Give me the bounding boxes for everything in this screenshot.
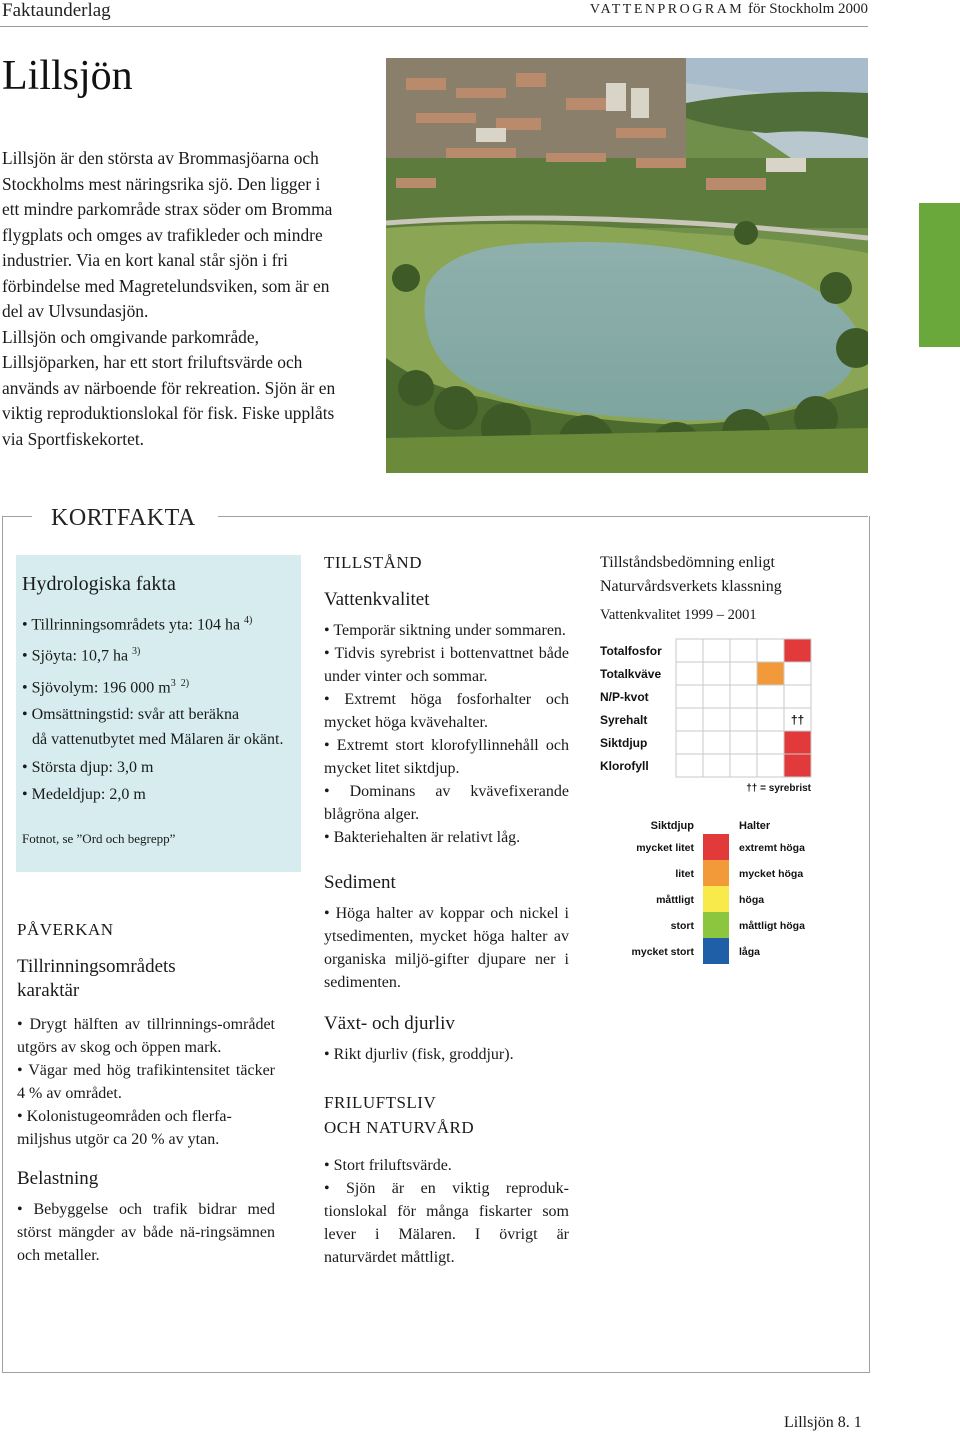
legend-left-label: litet <box>675 868 694 880</box>
grid-cell-filled <box>757 662 784 685</box>
grid-cell <box>730 731 757 754</box>
tillstand-section <box>324 551 569 1269</box>
classification-title: Tillståndsbedömning enligt Naturvårdsverkets klassning <box>600 554 782 595</box>
grid-cell <box>757 685 784 708</box>
grid-cell-filled <box>784 754 811 777</box>
paverkan-bullet: • Kolonistugeområden och flerfa-miljshus utgör ca 20 % av ytan. <box>17 1108 232 1148</box>
vattenkvalitet-heading: Vattenkvalitet <box>324 589 430 610</box>
lake-aerial-photo-illustration <box>386 58 868 473</box>
grid-cell <box>676 731 703 754</box>
marker-note: †† = syrebrist <box>746 783 811 794</box>
tillstand-bullet: • Extremt stort klorofyllinnehåll och mycket litet siktdjup. <box>324 737 569 777</box>
grid-row-label: Siktdjup <box>600 736 648 750</box>
program-year: för Stockholm 2000 <box>748 1 868 17</box>
sediment-heading: Sediment <box>324 872 396 893</box>
hydro-item: • Sjövolym: 196 000 $m^{3 2)}$ <box>22 677 190 696</box>
grid-cell <box>730 754 757 777</box>
legend-right-label: måttligt höga <box>739 920 805 932</box>
grid-cell <box>784 685 811 708</box>
tillstand-bullet: • Höga halter av koppar och nickel i ytsedimenten, mycket höga halter av organiska miljö-gifter djupare ner i sedimenten. <box>324 905 569 991</box>
hydro-item: • Sjöyta: 10,7 ha $^{3)}$ <box>22 646 141 665</box>
running-header-left: Faktaunderlag <box>2 0 111 21</box>
legend-swatch <box>703 860 729 886</box>
grid-cell <box>730 685 757 708</box>
grid-row-label: Totalkväve <box>600 667 662 681</box>
paverkan-bullet: • Vägar med hög trafikintensitet täcker 4 % av området. <box>17 1062 275 1102</box>
grid-cell <box>730 708 757 731</box>
legend-right-label: extremt höga <box>739 842 805 854</box>
legend-right-title: Halter <box>739 820 771 832</box>
frame-top-rule-right <box>218 516 868 517</box>
grid-cell <box>703 731 730 754</box>
legend-left-label: stort <box>670 920 694 932</box>
friluftsliv-heading: FRILUFTSLIV OCH NATURVÅRD <box>324 1093 475 1137</box>
grid-row-label: Totalfosfor <box>600 644 662 658</box>
intro-text <box>2 146 342 452</box>
grid-cell <box>676 639 703 662</box>
page-title: Lillsjön <box>2 53 133 99</box>
legend-left-label: mycket stort <box>631 946 694 958</box>
grid-cell <box>757 731 784 754</box>
hydrology-title: Hydrologiska fakta <box>22 573 176 595</box>
legend-swatch <box>703 834 729 860</box>
legend-right-label: mycket höga <box>739 868 804 880</box>
hydrology-footnote: Fotnot, se ”Ord och begrepp” <box>22 831 176 846</box>
paverkan-subheading-1: Tillrinningsområdets karaktär <box>17 956 176 1001</box>
tillstand-bullet: • Tidvis syrebrist i bottenvattnet både under vinter och sommar. <box>324 645 569 685</box>
tillstand-bullet: • Bakteriehalten är relativt låg. <box>324 829 521 846</box>
legend-left-label: mycket litet <box>636 842 694 854</box>
tillstand-bullet: • Stort friluftsvärde. <box>324 1157 452 1174</box>
intro-paragraph-2: Lillsjön och omgivande parkområde, Lillsjöparken, har ett stort friluftsvärde och används av närboende för rekreation. Sjön är en viktig reproduktionslokal för fisk. Fiske upplåts via Sportfiskekortet. <box>2 326 336 449</box>
tillstand-bullet: • Temporär siktning under sommaren. <box>324 622 566 639</box>
classification-subtitle: Vattenkvalitet 1999 – 2001 <box>600 607 757 623</box>
paverkan-section <box>17 918 275 1267</box>
grid-cell <box>730 639 757 662</box>
grid-cell <box>703 754 730 777</box>
tillstand-bullet: • Rikt djurliv (fisk, groddjur). <box>324 1046 514 1063</box>
grid-cell <box>757 754 784 777</box>
grid-row-label: N/P-kvot <box>600 690 649 704</box>
tillstand-heading: TILLSTÅND <box>324 553 422 572</box>
grid-cell <box>703 685 730 708</box>
page-number: Lillsjön 8. 1 <box>784 1414 862 1431</box>
legend-swatch <box>703 938 729 964</box>
section-color-tab <box>919 203 960 347</box>
classification-legend <box>598 810 828 970</box>
oxygen-deficit-marker: †† <box>790 713 805 727</box>
frame-top-rule-left <box>2 516 32 517</box>
hydrology-list <box>22 610 294 811</box>
classification-grid <box>598 638 818 798</box>
vaxt-djurliv-heading: Växt- och djurliv <box>324 1013 455 1034</box>
paverkan-heading: PÅVERKAN <box>17 920 114 939</box>
grid-cell <box>730 662 757 685</box>
tillstand-bullet: • Extremt höga fosforhalter och mycket höga kvävehalter. <box>324 691 569 731</box>
grid-cell <box>703 639 730 662</box>
grid-cell <box>703 662 730 685</box>
grid-row-label: Klorofyll <box>600 759 649 773</box>
hydro-item: • Omsättningstid: svår att beräkna då vattenutbytet med Mälaren är okänt. <box>22 705 284 748</box>
legend-swatch <box>703 886 729 912</box>
running-header-right <box>590 1 868 18</box>
grid-cell <box>676 708 703 731</box>
legend-swatch <box>703 912 729 938</box>
grid-cell-filled <box>784 731 811 754</box>
grid-cell-filled <box>784 639 811 662</box>
tillstand-bullet: • Dominans av kvävefixerande blågröna alger. <box>324 783 569 823</box>
paverkan-bullet: • Drygt hälften av tillrinnings-området utgörs av skog och öppen mark. <box>17 1016 275 1056</box>
hydro-item: • Medeldjup: 2,0 m <box>22 786 146 804</box>
hydrology-facts-box <box>16 555 301 872</box>
hydro-item: • Största djup: 3,0 m <box>22 759 154 777</box>
grid-row-label: Syrehalt <box>600 713 648 727</box>
program-name: VATTENPROGRAM <box>589 2 745 17</box>
lake-aerial-photo <box>386 58 868 473</box>
grid-cell <box>676 685 703 708</box>
kortfakta-heading: KORTFAKTA <box>47 505 200 532</box>
paverkan-subheading-2: Belastning <box>17 1168 99 1189</box>
grid-cell <box>757 708 784 731</box>
paverkan-bullet: • Bebyggelse och trafik bidrar med störst mängder av både nä-ringsämnen och metaller. <box>17 1201 275 1264</box>
hydro-item: • Tillrinningsområdets yta: 104 ha $^{4)}$ <box>22 615 253 634</box>
grid-cell <box>703 708 730 731</box>
grid-cell <box>784 662 811 685</box>
header-rule <box>0 26 868 27</box>
grid-cell <box>676 662 703 685</box>
intro-paragraph-1: Lillsjön är den största av Brommasjöarna och Stockholms mest näringsrika sjö. Den ligger i ett mindre parkområde strax söder om Bromma flygplats och omges av trafikleder och mindre industrier. Via en kort kanal står sjön i fri förbindelse med Magretelundsviken, som är en del av Ulvsundasjön. <box>2 148 333 321</box>
legend-right-label: låga <box>739 946 761 958</box>
legend-left-title: Siktdjup <box>650 820 694 832</box>
legend-left-label: måttligt <box>656 894 694 906</box>
grid-cell <box>757 639 784 662</box>
grid-cell <box>676 754 703 777</box>
tillstand-bullet: • Sjön är en viktig reproduk-tionslokal för många fiskarter som lever i Mälaren. I övrigt är naturvärdet måttligt. <box>324 1180 569 1266</box>
legend-right-label: höga <box>739 894 765 906</box>
